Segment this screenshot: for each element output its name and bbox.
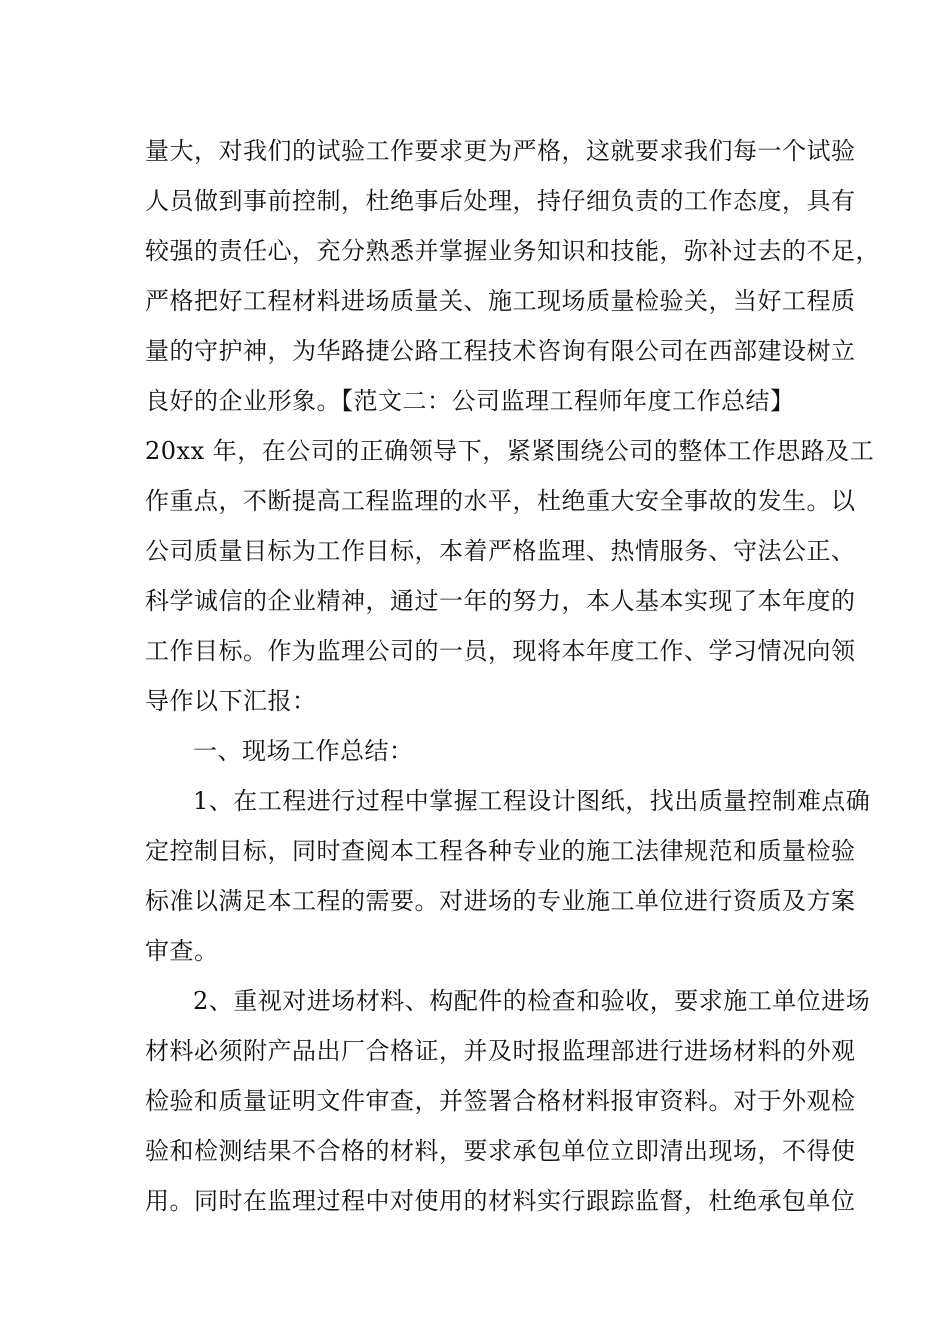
text-line: 科学诚信的企业精神，通过一年的努力，本人基本实现了本年度的 xyxy=(145,587,856,615)
text-line: 量的守护神，为华路捷公路工程技术咨询有限公司在西部建设树立 xyxy=(145,337,856,365)
text-line: 2、重视对进场材料、构配件的检查和验收，要求施工单位进场 xyxy=(193,987,871,1015)
text-line: 验和检测结果不合格的材料，要求承包单位立即清出现场，不得使 xyxy=(145,1137,856,1165)
text-line: 良好的企业形象。【范文二：公司监理工程师年度工作总结】 xyxy=(145,387,795,415)
text-line: 量大，对我们的试验工作要求更为严格，这就要求我们每一个试验 xyxy=(145,137,856,165)
text-line: 较强的责任心，充分熟悉并掌握业务知识和技能，弥补过去的不足， xyxy=(145,237,880,265)
text-line: 检验和质量证明文件审查，并签署合格材料报审资料。对于外观检 xyxy=(145,1087,856,1115)
text-line: 严格把好工程材料进场质量关、施工现场质量检验关，当好工程质 xyxy=(145,287,856,315)
text-line: 定控制目标，同时查阅本工程各种专业的施工法律规范和质量检验 xyxy=(145,837,856,865)
text-line: 用。同时在监理过程中对使用的材料实行跟踪监督，杜绝承包单位 xyxy=(145,1187,856,1215)
text-line: 作重点，不断提高工程监理的水平，杜绝重大安全事故的发生。以 xyxy=(145,487,856,515)
text-line: 1、在工程进行过程中掌握工程设计图纸，找出质量控制难点确 xyxy=(193,787,871,815)
text-line: 材料必须附产品出厂合格证，并及时报监理部进行进场材料的外观 xyxy=(145,1037,856,1065)
text-line: 工作目标。作为监理公司的一员，现将本年度工作、学习情况向领 xyxy=(145,637,856,665)
text-line: 审查。 xyxy=(145,937,219,965)
text-line: 标准以满足本工程的需要。对进场的专业施工单位进行资质及方案 xyxy=(145,887,856,915)
text-line: 人员做到事前控制，杜绝事后处理，持仔细负责的工作态度，具有 xyxy=(145,187,856,215)
text-line: 20xx 年，在公司的正确领导下，紧紧围绕公司的整体工作思路及工 xyxy=(145,437,875,465)
text-line: 导作以下汇报： xyxy=(145,687,317,715)
section-heading: 一、现场工作总结： xyxy=(193,737,414,765)
text-line: 公司质量目标为工作目标，本着严格监理、热情服务、守法公正、 xyxy=(145,537,856,565)
